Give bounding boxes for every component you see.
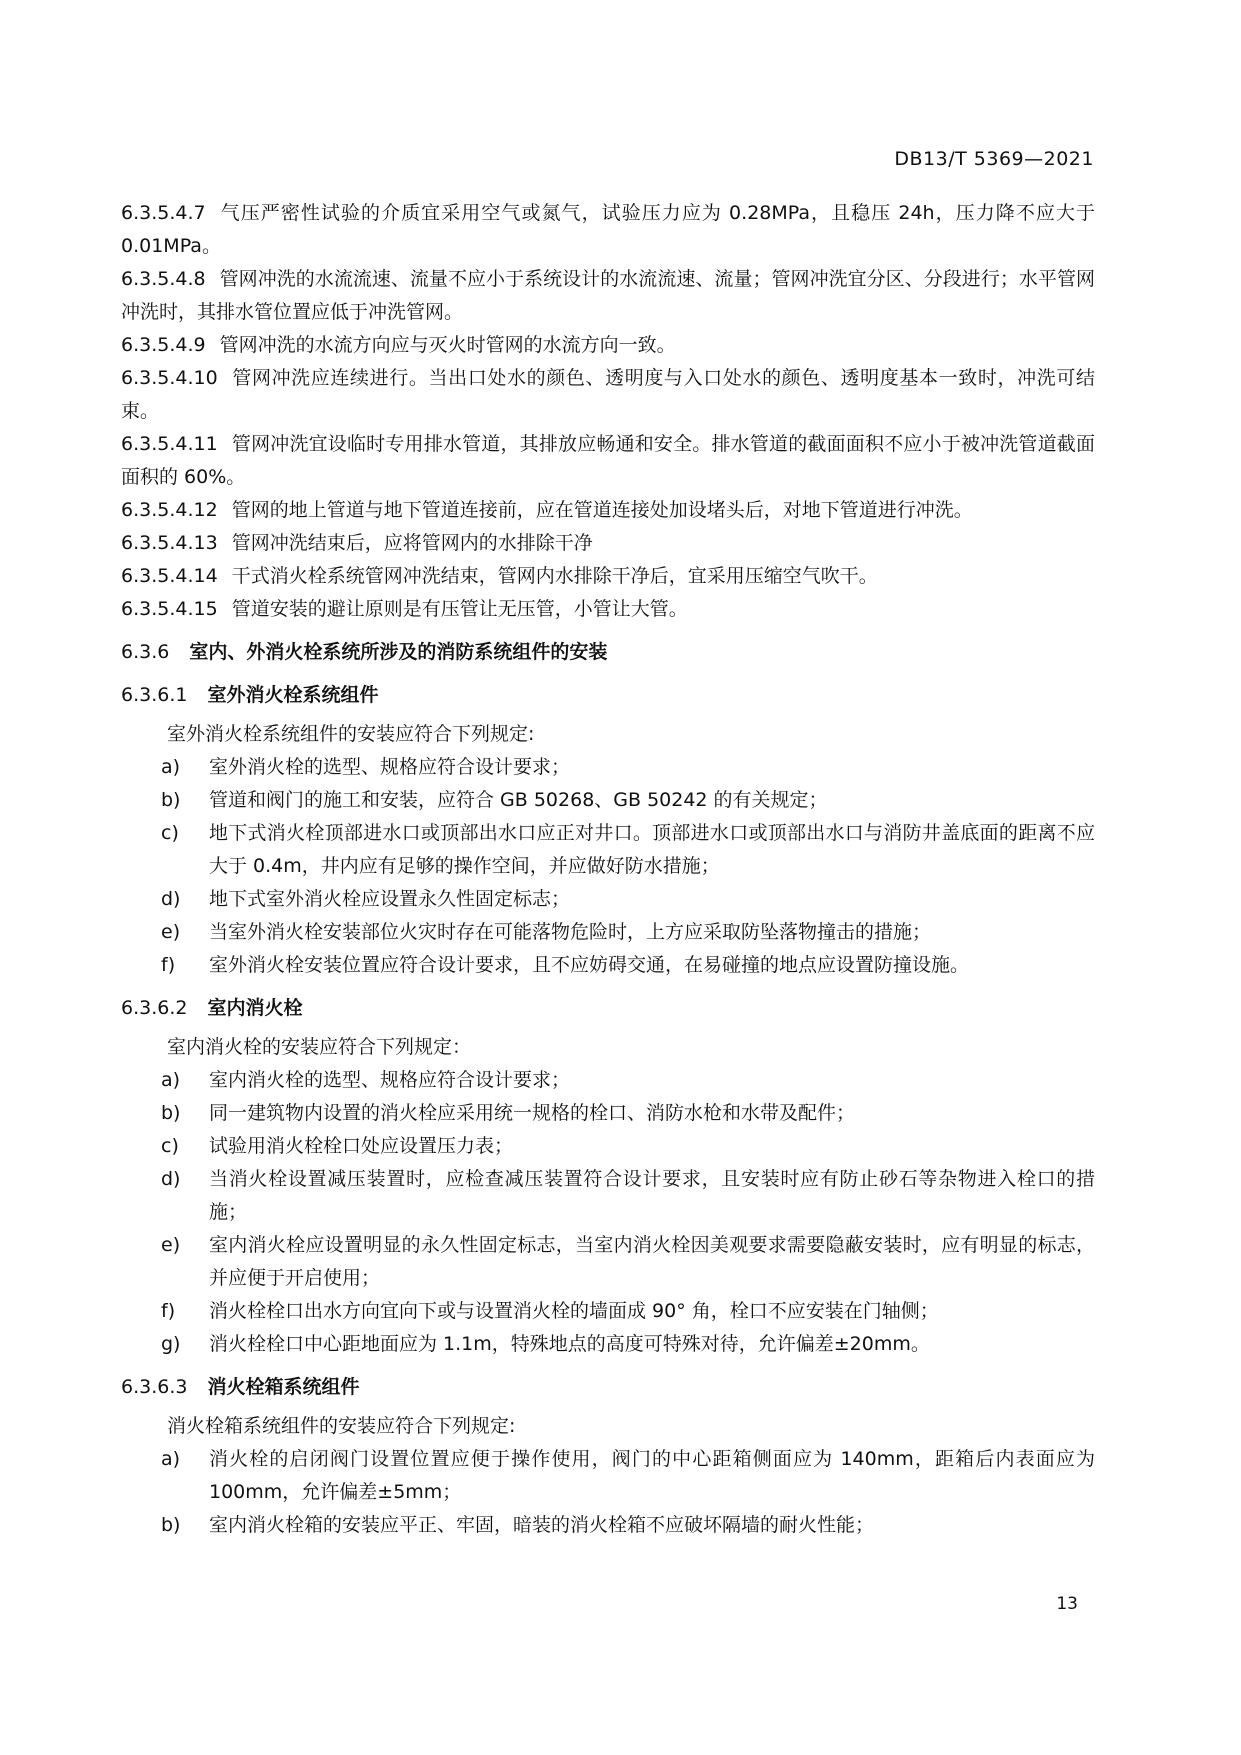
section-intro: 室外消火栓系统组件的安装应符合下列规定: — [167, 723, 535, 745]
section-title: 消火栓箱系统组件 — [207, 1376, 360, 1398]
clause-6-3-5-4-11 — [121, 428, 1095, 494]
list-text: 地下式消火栓顶部进水口或顶部出水口应正对井口。顶部进水口或顶部出水口与消防井盖底面的距离不应大于 0.4m，井内应有足够的操作空间，并应做好防水措施； — [209, 822, 1095, 877]
clause-6-3-5-4-8 — [121, 263, 1095, 329]
list-label: a) — [161, 1448, 181, 1470]
list-label: b) — [161, 789, 181, 811]
list-item — [121, 1064, 1095, 1097]
list-text: 当室外消火栓安装部位火灾时存在可能落物危险时，上方应采取防坠落物撞击的措施； — [209, 921, 932, 943]
list-label: b) — [161, 1102, 181, 1124]
list-text: 室内消火栓应设置明显的永久性固定标志，当室内消火栓因美观要求需要隐蔽安装时，应有明显的标志，并应便于开启使用； — [209, 1234, 1095, 1289]
list-item — [121, 751, 1095, 784]
list-text: 同一建筑物内设置的消火栓应采用统一规格的栓口、消防水枪和水带及配件； — [209, 1102, 856, 1124]
list-label: f) — [161, 954, 176, 976]
list-text: 消火栓的启闭阀门设置位置应便于操作使用，阀门的中心距箱侧面应为 140mm，距箱后内表面应为 100mm，允许偏差±5mm； — [209, 1448, 1095, 1503]
list-label: d) — [161, 888, 181, 910]
list-item — [121, 784, 1095, 817]
clause-text: 管网冲洗的水流方向应与灭火时管网的水流方向一致。 — [219, 334, 676, 356]
page-number: 13 — [1056, 1594, 1078, 1614]
section-title: 室内消火栓 — [207, 997, 303, 1019]
list-text: 管道和阀门的施工和安装，应符合 GB 50268、GB 50242 的有关规定； — [209, 789, 828, 811]
clause-text: 干式消火栓系统管网冲洗结束，管网内水排除干净后，宜采用压缩空气吹干。 — [231, 565, 878, 587]
clause-text: 管网冲洗应连续进行。当出口处水的颜色、透明度与入口处水的颜色、透明度基本一致时，冲洗可结束。 — [121, 367, 1095, 422]
list-label: a) — [161, 1069, 181, 1091]
list-item — [121, 1328, 1095, 1361]
list-item — [121, 883, 1095, 916]
clause-number: 6.3.5.4.12 — [121, 499, 218, 521]
list-label: c) — [161, 822, 179, 844]
clause-number: 6.3.5.4.13 — [121, 532, 218, 554]
list-item — [121, 1163, 1095, 1229]
list-label: a) — [161, 756, 181, 778]
clause-6-3-5-4-12 — [121, 494, 1095, 527]
clause-number: 6.3.5.4.10 — [121, 367, 218, 389]
list-label: e) — [161, 921, 181, 943]
section-title: 室外消火栓系统组件 — [207, 684, 379, 706]
list-label: e) — [161, 1234, 181, 1256]
list-text: 地下式室外消火栓应设置永久性固定标志； — [209, 888, 571, 910]
clause-6-3-5-4-9 — [121, 329, 1095, 362]
section-intro: 室内消火栓的安装应符合下列规定： — [167, 1036, 472, 1058]
clause-text: 管道安装的避让原则是有压管让无压管，小管让大管。 — [231, 598, 688, 620]
list-text: 室外消火栓的选型、规格应符合设计要求； — [209, 756, 571, 778]
list-item — [121, 1295, 1095, 1328]
section-heading-6-3-6-1 — [121, 679, 1095, 712]
clause-text: 管网冲洗的水流流速、流量不应小于系统设计的水流流速、流量；管网冲洗宜分区、分段进行；水平管网冲洗时，其排水管位置应低于冲洗管网。 — [121, 268, 1095, 323]
list-item — [121, 949, 1095, 982]
section-number: 6.3.6 — [121, 641, 170, 663]
section-number: 6.3.6.1 — [121, 684, 188, 706]
clause-number: 6.3.5.4.9 — [121, 334, 206, 356]
document-body — [121, 197, 1095, 1542]
clause-text: 管网冲洗宜设临时专用排水管道，其排放应畅通和安全。排水管道的截面面积不应小于被冲洗管道截面面积的 60%。 — [121, 433, 1095, 488]
list-item — [121, 916, 1095, 949]
clause-6-3-5-4-15 — [121, 593, 1095, 626]
list-item — [121, 1509, 1095, 1542]
document-code: DB13/T 5369—2021 — [894, 148, 1094, 170]
list-label: f) — [161, 1300, 176, 1322]
list-text: 室外消火栓安装位置应符合设计要求，且不应妨碍交通，在易碰撞的地点应设置防撞设施。 — [209, 954, 970, 976]
list-item — [121, 1443, 1095, 1509]
clause-number: 6.3.5.4.15 — [121, 598, 218, 620]
section-number: 6.3.6.3 — [121, 1376, 188, 1398]
list-text: 当消火栓设置减压装置时，应检查减压装置符合设计要求，且安装时应有防止砂石等杂物进入栓口的措施； — [209, 1168, 1095, 1223]
list-label: b) — [161, 1514, 181, 1536]
clause-text: 管网冲洗结束后，应将管网内的水排除干净 — [231, 532, 593, 554]
section-heading-6-3-6-3 — [121, 1371, 1095, 1404]
clause-number: 6.3.5.4.7 — [121, 202, 206, 224]
list-text: 消火栓栓口中心距地面应为 1.1m，特殊地点的高度可特殊对待，允许偏差±20mm。 — [209, 1333, 930, 1355]
clause-text: 管网的地上管道与地下管道连接前，应在管道连接处加设堵头后，对地下管道进行冲洗。 — [231, 499, 973, 521]
list-item — [121, 1229, 1095, 1295]
section-intro: 消火栓箱系统组件的安装应符合下列规定: — [167, 1415, 516, 1437]
clause-number: 6.3.5.4.8 — [121, 268, 206, 290]
clause-number: 6.3.5.4.14 — [121, 565, 218, 587]
list-item — [121, 1130, 1095, 1163]
list-item — [121, 817, 1095, 883]
clause-6-3-5-4-7 — [121, 197, 1095, 263]
list-text: 试验用消火栓栓口处应设置压力表； — [209, 1135, 514, 1157]
section-heading-6-3-6 — [121, 636, 1095, 669]
clause-6-3-5-4-14 — [121, 560, 1095, 593]
list-text: 消火栓栓口出水方向宜向下或与设置消火栓的墙面成 90° 角，栓口不应安装在门轴侧； — [209, 1300, 939, 1322]
clause-6-3-5-4-13 — [121, 527, 1095, 560]
list-text: 室内消火栓箱的安装应平正、牢固，暗装的消火栓箱不应破坏隔墙的耐火性能； — [209, 1514, 875, 1536]
clause-number: 6.3.5.4.11 — [121, 433, 218, 455]
section-heading-6-3-6-2 — [121, 992, 1095, 1025]
list-text: 室内消火栓的选型、规格应符合设计要求； — [209, 1069, 571, 1091]
section-title: 室内、外消火栓系统所涉及的消防系统组件的安装 — [189, 641, 608, 663]
list-label: d) — [161, 1168, 181, 1190]
clause-text: 气压严密性试验的介质宜采用空气或氮气，试验压力应为 0.28MPa，且稳压 24h，压力降不应大于 0.01MPa。 — [121, 202, 1095, 257]
list-item — [121, 1097, 1095, 1130]
clause-6-3-5-4-10 — [121, 362, 1095, 428]
list-label: g) — [161, 1333, 181, 1355]
list-label: c) — [161, 1135, 179, 1157]
section-number: 6.3.6.2 — [121, 997, 188, 1019]
